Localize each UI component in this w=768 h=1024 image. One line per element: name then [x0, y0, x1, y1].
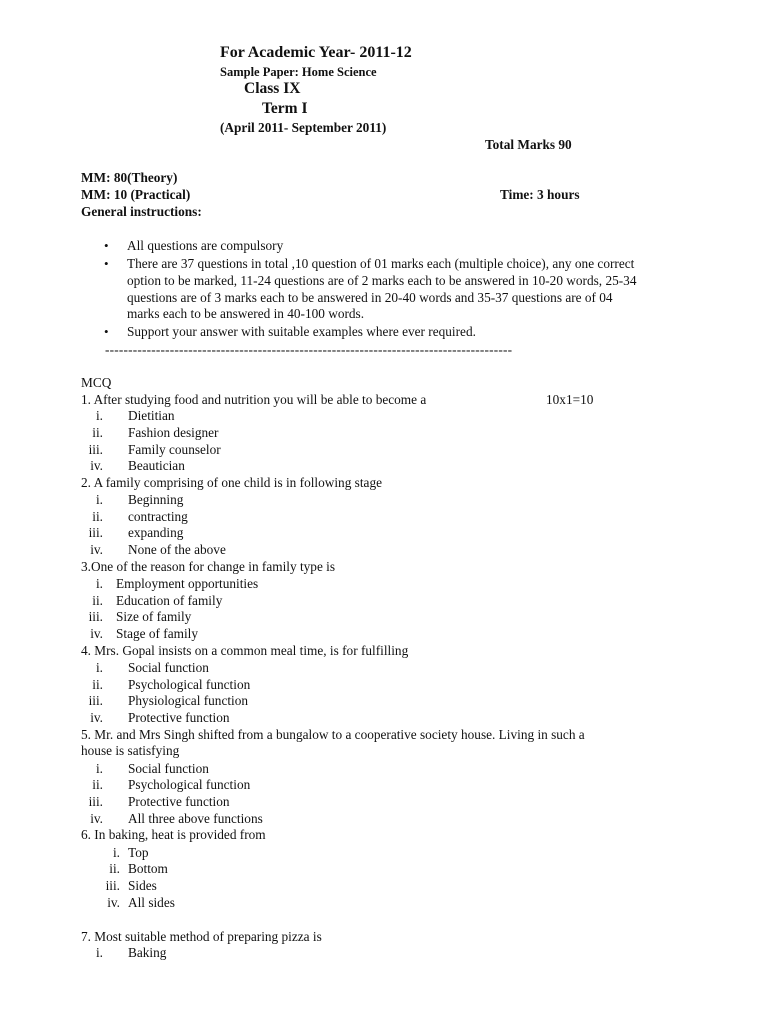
option-item: All three above functions — [128, 811, 263, 826]
question-4: 4. Mrs. Gopal insists on a common meal time, is for fulfilling — [81, 643, 409, 658]
question-5-continuation: house is satisfying — [81, 743, 180, 758]
option-item: Psychological function — [128, 777, 251, 792]
option-numeral: iii. — [88, 693, 103, 708]
option-item: Physiological function — [128, 693, 249, 708]
option-numeral: iv. — [107, 895, 120, 910]
time-label: Time: 3 hours — [500, 187, 580, 202]
option-numeral: iii. — [88, 525, 103, 540]
option-numeral: iv. — [90, 811, 103, 826]
sample-paper-label: Sample Paper: Home Science — [220, 65, 377, 79]
option-item: Education of family — [116, 593, 223, 608]
option-item: Social function — [128, 761, 209, 776]
option-numeral: ii. — [92, 777, 103, 792]
option-numeral: iii. — [105, 878, 120, 893]
option-numeral: ii. — [92, 425, 103, 440]
question-5: 5. Mr. and Mrs Singh shifted from a bungalow to a cooperative society house. Living in such a — [81, 727, 585, 742]
option-numeral: ii. — [92, 677, 103, 692]
option-numeral: i. — [95, 660, 103, 675]
term-label: Term I — [262, 100, 308, 117]
option-numeral: iii. — [88, 609, 103, 624]
option-item: expanding — [128, 525, 184, 540]
instruction-item: • There are 37 questions in total ,10 question of 01 marks each (multiple choice), any one correct — [127, 256, 634, 272]
option-numeral: i. — [112, 845, 120, 860]
option-item: Protective function — [128, 794, 230, 809]
option-numeral: iv. — [90, 542, 103, 557]
option-item: Dietitian — [128, 408, 175, 423]
option-item: Beginning — [128, 492, 184, 507]
mm-theory: MM: 80(Theory) — [81, 170, 178, 185]
option-item: Fashion designer — [128, 425, 219, 440]
option-item: Size of family — [116, 609, 192, 624]
option-item: Family counselor — [128, 442, 221, 457]
option-numeral: ii. — [92, 509, 103, 524]
option-numeral: iv. — [90, 458, 103, 473]
option-item: Social function — [128, 660, 209, 675]
question-6: 6. In baking, heat is provided from — [81, 827, 266, 842]
option-item: Employment opportunities — [116, 576, 259, 591]
total-marks: Total Marks 90 — [485, 137, 572, 152]
question-1: 1. After studying food and nutrition you will be able to become a — [81, 392, 427, 407]
period-label: (April 2011- September 2011) — [220, 120, 387, 135]
option-numeral: iv. — [90, 626, 103, 641]
option-item: Protective function — [128, 710, 230, 725]
option-numeral: i. — [95, 945, 103, 960]
academic-year-title: For Academic Year- 2011-12 — [220, 44, 412, 61]
option-numeral: iv. — [90, 710, 103, 725]
option-item: Beautician — [128, 458, 185, 473]
question-3: 3.One of the reason for change in family type is — [81, 559, 336, 574]
option-item: Sides — [128, 878, 157, 893]
option-numeral: i. — [95, 576, 103, 591]
option-numeral: ii. — [109, 861, 120, 876]
option-numeral: iii. — [88, 442, 103, 457]
option-item: Stage of family — [116, 626, 198, 641]
class-label: Class IX — [244, 80, 301, 97]
question-2: 2. A family comprising of one child is in following stage — [81, 475, 382, 490]
instruction-continuation: questions are of 3 marks each to be answered in 20-40 words and 35-37 questions are of 04 — [127, 290, 613, 305]
option-numeral: i. — [95, 492, 103, 507]
instruction-item: • Support your answer with suitable examples where ever required. — [127, 324, 476, 340]
option-item: None of the above — [128, 542, 226, 557]
option-numeral: i. — [95, 761, 103, 776]
option-numeral: i. — [95, 408, 103, 423]
option-item: All sides — [128, 895, 175, 910]
mcq-heading: MCQ — [81, 375, 112, 390]
instruction-continuation: marks each to be answered in 40-100 words. — [127, 306, 365, 321]
instruction-continuation: option to be marked, 11-24 questions are of 2 marks each to be answered in 10-20 words, 25-34 — [127, 273, 637, 288]
separator-line: ---------------------------------------------------------------------------------------- — [105, 345, 513, 355]
option-numeral: iii. — [88, 794, 103, 809]
option-item: contracting — [128, 509, 188, 524]
option-item: Bottom — [128, 861, 168, 876]
instruction-item: • All questions are compulsory — [127, 238, 283, 254]
option-item: Psychological function — [128, 677, 251, 692]
question-7: 7. Most suitable method of preparing pizza is — [81, 929, 322, 944]
option-item: Top — [128, 845, 149, 860]
general-instructions-heading: General instructions: — [81, 204, 202, 219]
mcq-marks: 10x1=10 — [546, 392, 594, 407]
option-numeral: ii. — [92, 593, 103, 608]
mm-practical: MM: 10 (Practical) — [81, 187, 191, 202]
option-item: Baking — [128, 945, 167, 960]
